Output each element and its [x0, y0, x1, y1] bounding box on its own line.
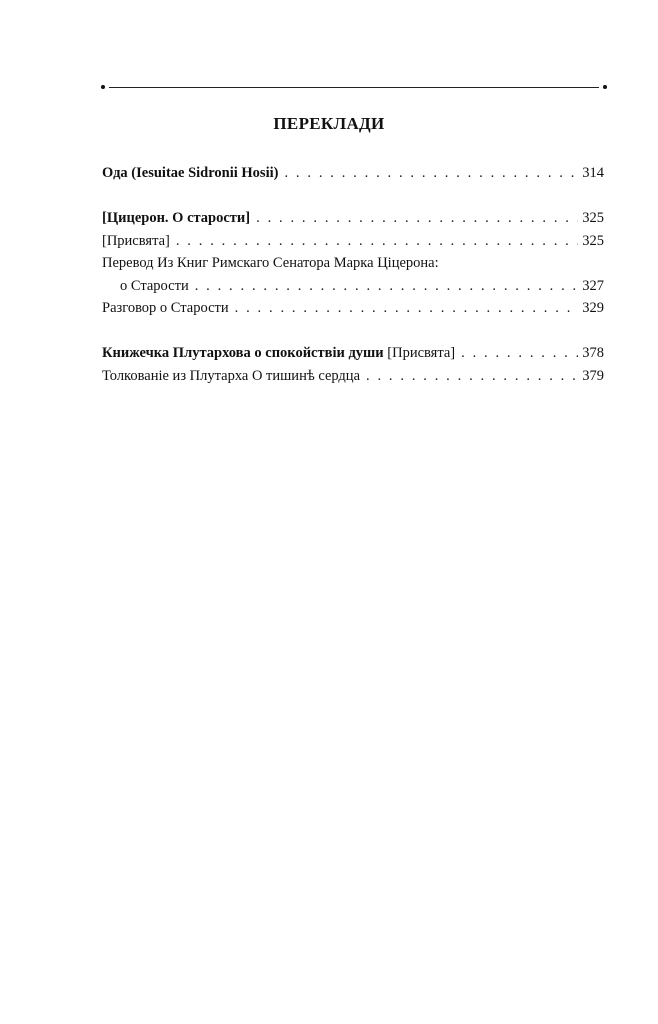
leader-dots [461, 342, 578, 365]
leader-dots [195, 275, 579, 298]
toc-entry-title: [Цицерон. О старости] [102, 210, 251, 226]
toc-entry-translation-line1[interactable]: Перевод Из Книг Римскаго Сенатора Марка Ціцерона: [102, 255, 439, 271]
toc-group-gap [102, 185, 604, 208]
header-rule [101, 84, 607, 92]
toc-page-number: 329 [582, 300, 604, 316]
rule-line [109, 87, 599, 88]
section-title: ПЕРЕКЛАДИ [273, 114, 385, 133]
toc-entry-translation[interactable] [102, 275, 604, 298]
toc-entry-plutarch-book[interactable] [102, 342, 604, 365]
toc-entry-title: Разговор о Старости [102, 300, 229, 316]
table-of-contents [102, 162, 604, 387]
toc-page-number: 327 [582, 277, 604, 294]
toc-entry-conversation[interactable] [102, 297, 604, 320]
toc-page-number: 325 [582, 232, 604, 249]
toc-entry-title: о Старости [120, 277, 189, 294]
toc-entry-title: Ода (Iesuitae Sidronii Hosii) [102, 165, 279, 181]
toc-page-number: 314 [582, 165, 604, 181]
toc-page-number: 378 [582, 345, 604, 361]
toc-entry-title: Толкованіе из Плутарха О тишинѣ сердца [102, 367, 361, 384]
leader-dots [366, 365, 578, 388]
toc-entry-dedication[interactable] [102, 230, 604, 253]
leader-dots [176, 230, 578, 253]
toc-entry-plutarch-commentary[interactable] [102, 365, 604, 388]
toc-page-number: 379 [582, 367, 604, 384]
leader-dots [235, 297, 579, 320]
leader-dots [284, 162, 578, 185]
toc-entry-title: Книжечка Плутархова о спокойствіи души [102, 345, 384, 361]
toc-page-number: 325 [582, 210, 604, 226]
toc-entry-oda[interactable] [102, 162, 604, 185]
rule-dot-left [101, 85, 105, 89]
toc-entry-title: [Присвята] [102, 232, 170, 249]
rule-dot-right [603, 85, 607, 89]
leader-dots [256, 207, 578, 230]
toc-entry-cicero[interactable] [102, 207, 604, 230]
toc-entry-subtitle: [Присвята] [383, 345, 456, 361]
toc-group-gap [102, 320, 604, 343]
